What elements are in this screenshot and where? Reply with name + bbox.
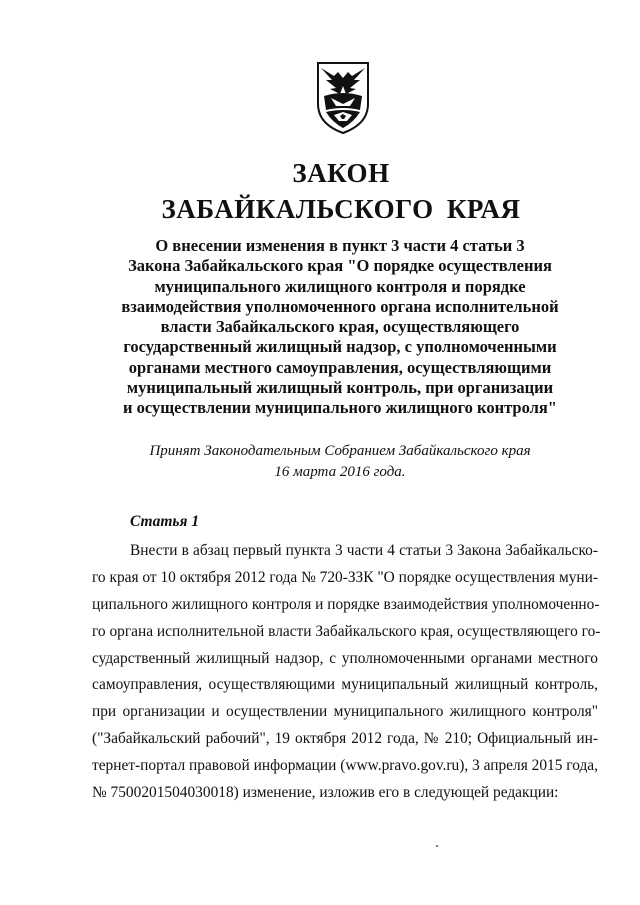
adoption-line: Принят Законодательным Собранием Забайкальского края <box>149 443 531 459</box>
article-line: № 7500201504030018) изменение, изложив его в следующей редакции: <box>92 784 559 802</box>
article-line: самоуправления, осуществляющими муниципальный жилищный контроль, <box>92 676 598 694</box>
subject-line: и осуществлении муниципального жилищного контроля" <box>123 398 557 418</box>
adoption-note <box>100 441 580 483</box>
subject-line: власти Забайкальского края, осуществляющего <box>160 317 520 337</box>
scan-speck <box>436 845 438 847</box>
law-subject <box>100 236 580 419</box>
article-body <box>92 538 601 807</box>
document-title: ЗАКОН <box>292 158 390 188</box>
subject-line: О внесении изменения в пункт 3 части 4 статьи 3 <box>155 236 525 255</box>
subject-line: муниципального жилищного контроля и порядке <box>154 276 526 296</box>
article-line: тернет-портал правовой информации (www.pravo.gov.ru), 3 апреля 2015 года, <box>92 757 598 775</box>
document-title-region: ЗАБАЙКАЛЬСКОГО КРАЯ <box>161 194 521 224</box>
article-line: го края от 10 октября 2012 года № 720-ЗЗК "О порядке осуществления муни- <box>92 568 598 586</box>
article-line: ципального жилищного контроля и порядке взаимодействия уполномоченно- <box>92 595 600 613</box>
subject-line: органами местного самоуправления, осуществляющими <box>128 357 552 377</box>
subject-line: государственный жилищный надзор, с уполномоченными <box>123 337 557 357</box>
article-line: го органа исполнительной власти Забайкальского края, осуществляющего го- <box>92 622 601 640</box>
article-line: Внести в абзац первый пункта 3 части 4 статьи 3 Закона Забайкальско- <box>130 542 598 559</box>
coat-of-arms-icon <box>314 60 372 136</box>
article-line: ("Забайкальский рабочий", 19 октября 2012 года, № 210; Официальный ин- <box>92 730 598 748</box>
article-line: при организации и осуществлении муниципального жилищного контроля" <box>92 703 598 721</box>
adoption-date: 16 марта 2016 года. <box>274 464 406 480</box>
subject-line: взаимодействия уполномоченного органа исполнительной <box>121 296 559 316</box>
subject-line: Закона Забайкальского края "О порядке осуществления <box>128 256 552 276</box>
article-heading: Статья 1 <box>130 513 200 530</box>
subject-line: муниципальный жилищный контроль, при организации <box>126 378 554 398</box>
article-line: сударственный жилищный надзор, с уполномоченными органами местного <box>92 649 598 667</box>
